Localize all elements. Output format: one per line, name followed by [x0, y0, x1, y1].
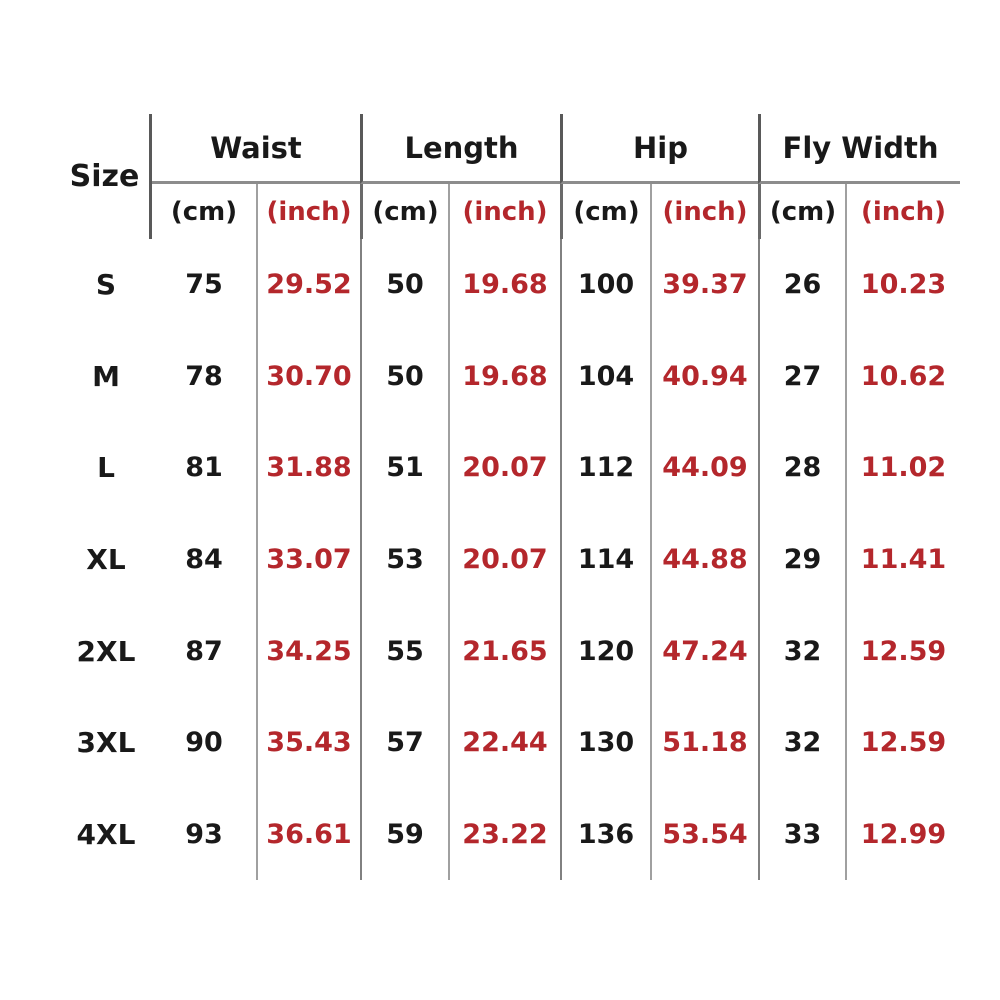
fly-inch-value: 12.59 [845, 605, 960, 697]
size-label: S [95, 268, 117, 302]
fly-cm-value: 32 [758, 605, 845, 697]
waist-cm-value: 90 [185, 727, 223, 759]
length-cm-value: 51 [360, 422, 448, 514]
size-label: 2XL [76, 634, 136, 668]
waist-inch-value: 35.43 [256, 697, 360, 789]
waist-inch-value: 36.61 [256, 788, 360, 880]
waist-inch-value: 34.25 [256, 605, 360, 697]
column-group-fly-width: Fly Width [758, 114, 960, 184]
fly-cm-value: 28 [758, 422, 845, 514]
size-label: 4XL [76, 817, 136, 851]
length-inch-value: 21.65 [448, 605, 560, 697]
length-inch-value: 23.22 [448, 788, 560, 880]
waist-inch-value: 29.52 [256, 239, 360, 331]
unit-header-fly-inch: (inch) [845, 184, 960, 239]
waist-cm-value: 78 [185, 360, 223, 392]
waist-cm-value: 87 [185, 635, 223, 667]
hip-cm-value: 104 [560, 331, 650, 423]
fly-cm-value: 27 [758, 331, 845, 423]
size-label: XL [86, 542, 126, 576]
hip-inch-value: 44.88 [650, 514, 758, 606]
hip-cm-value: 136 [560, 788, 650, 880]
length-cm-value: 50 [360, 331, 448, 423]
unit-header-waist-cm: (cm) [170, 196, 238, 227]
size-chart-table [60, 114, 960, 880]
fly-inch-value: 11.02 [845, 422, 960, 514]
waist-cm-value: 75 [185, 269, 223, 301]
length-inch-value: 22.44 [448, 697, 560, 789]
fly-inch-value: 10.23 [845, 239, 960, 331]
hip-cm-value: 114 [560, 514, 650, 606]
hip-inch-value: 40.94 [650, 331, 758, 423]
fly-cm-value: 33 [758, 788, 845, 880]
waist-inch-value: 31.88 [256, 422, 360, 514]
unit-header-hip-cm: (cm) [560, 184, 650, 239]
length-inch-value: 20.07 [448, 422, 560, 514]
unit-header-hip-inch: (inch) [650, 184, 758, 239]
hip-inch-value: 51.18 [650, 697, 758, 789]
hip-cm-value: 130 [560, 697, 650, 789]
size-label: M [92, 359, 120, 393]
fly-inch-value: 12.59 [845, 697, 960, 789]
waist-cm-value: 93 [185, 818, 223, 850]
fly-inch-value: 11.41 [845, 514, 960, 606]
fly-cm-value: 32 [758, 697, 845, 789]
fly-cm-value: 29 [758, 514, 845, 606]
column-group-hip: Hip [560, 114, 758, 184]
length-inch-value: 19.68 [448, 239, 560, 331]
unit-header-length-cm: (cm) [360, 184, 448, 239]
length-cm-value: 57 [360, 697, 448, 789]
column-group-waist: Waist [152, 114, 360, 184]
length-cm-value: 59 [360, 788, 448, 880]
length-cm-value: 50 [360, 239, 448, 331]
unit-header-fly-cm: (cm) [758, 184, 845, 239]
length-inch-value: 20.07 [448, 514, 560, 606]
hip-inch-value: 53.54 [650, 788, 758, 880]
length-cm-value: 53 [360, 514, 448, 606]
size-label: L [97, 451, 115, 485]
hip-cm-value: 120 [560, 605, 650, 697]
length-cm-value: 55 [360, 605, 448, 697]
unit-header-length-inch: (inch) [448, 184, 560, 239]
waist-inch-value: 30.70 [256, 331, 360, 423]
hip-cm-value: 112 [560, 422, 650, 514]
hip-cm-value: 100 [560, 239, 650, 331]
hip-inch-value: 47.24 [650, 605, 758, 697]
hip-inch-value: 44.09 [650, 422, 758, 514]
hip-inch-value: 39.37 [650, 239, 758, 331]
size-label: 3XL [76, 726, 136, 760]
waist-cm-value: 84 [185, 543, 223, 575]
column-group-length: Length [360, 114, 560, 184]
fly-inch-value: 10.62 [845, 331, 960, 423]
fly-inch-value: 12.99 [845, 788, 960, 880]
waist-cm-value: 81 [185, 452, 223, 484]
waist-inch-value: 33.07 [256, 514, 360, 606]
unit-header-waist-inch: (inch) [256, 184, 360, 239]
corner-header-size: Size [60, 114, 152, 239]
fly-cm-value: 26 [758, 239, 845, 331]
length-inch-value: 19.68 [448, 331, 560, 423]
